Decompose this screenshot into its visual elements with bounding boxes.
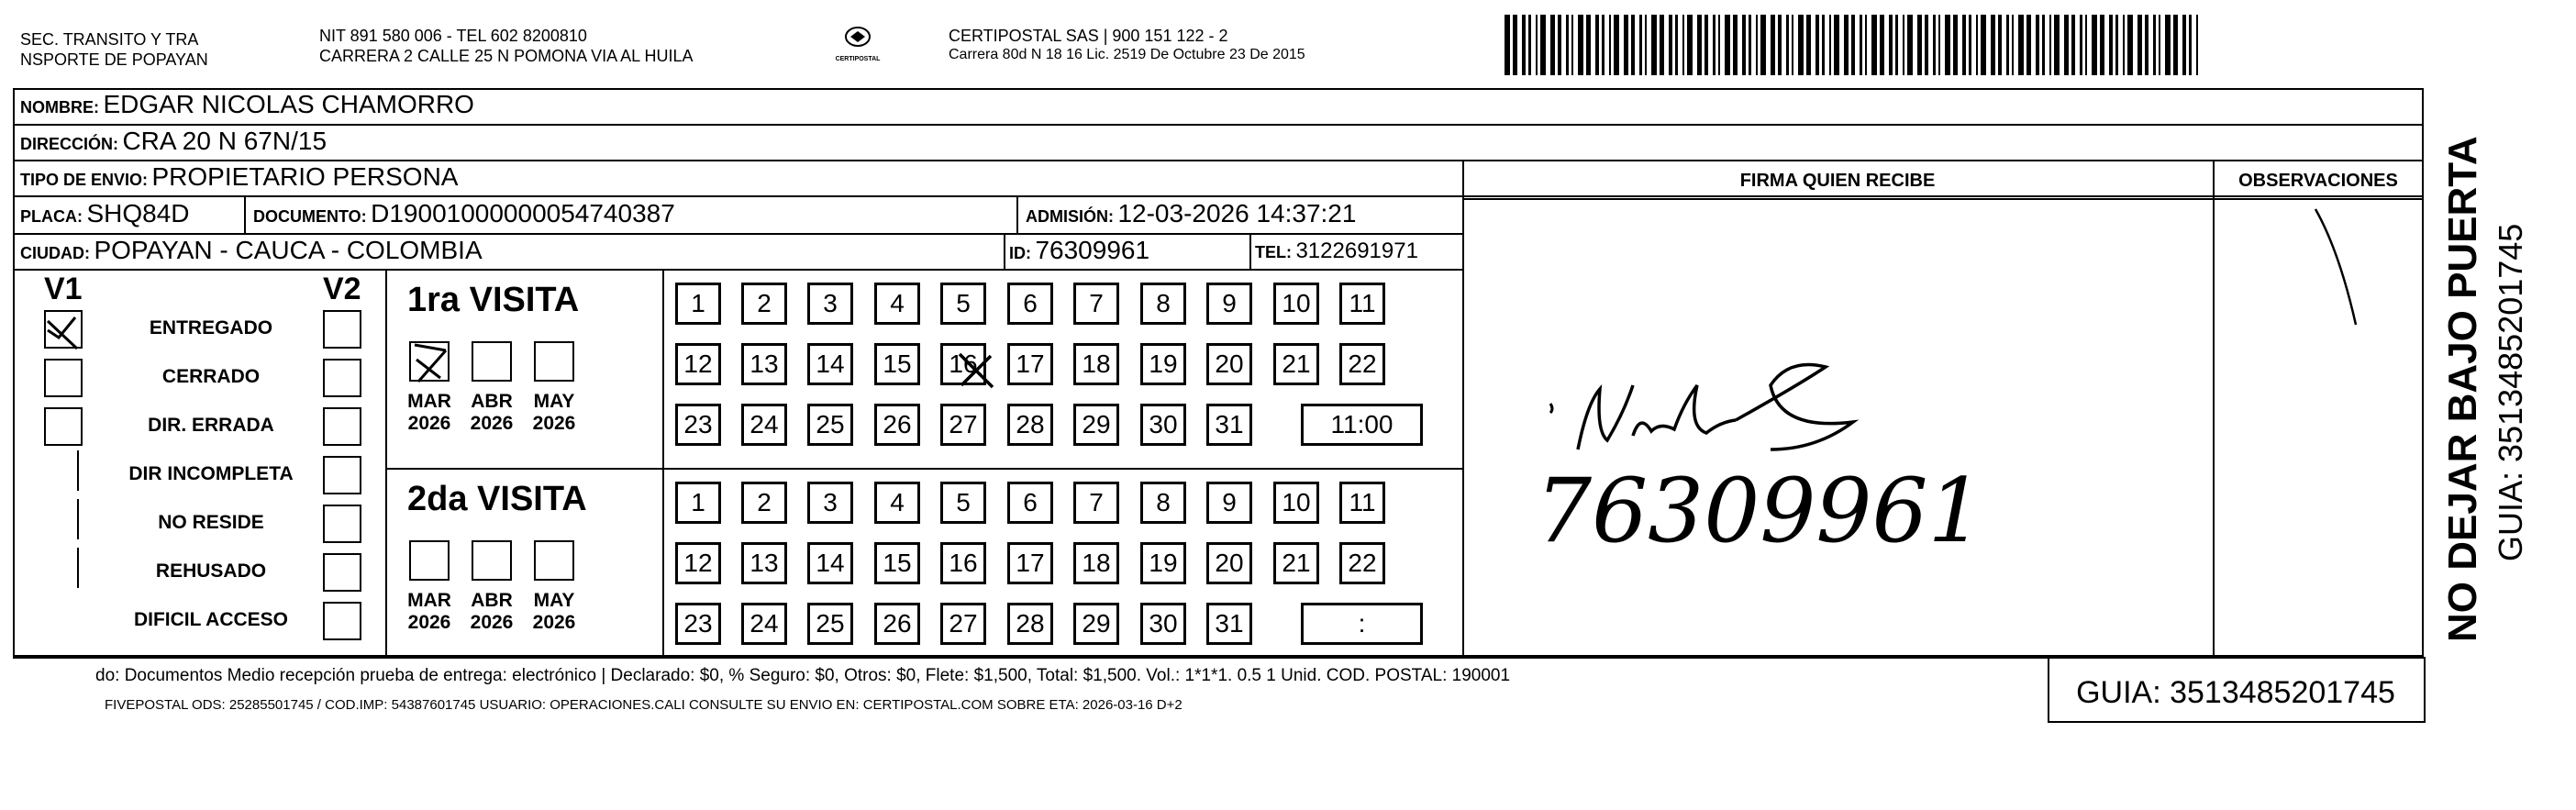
signature-scrawl bbox=[1523, 349, 2000, 560]
barcode-bar bbox=[1742, 15, 1746, 75]
day-box[interactable]: 25 bbox=[807, 404, 853, 446]
barcode-bar bbox=[2196, 15, 2198, 75]
barcode-bar bbox=[1697, 15, 1702, 75]
barcode-bar bbox=[1851, 15, 1855, 75]
day-box[interactable]: 17 bbox=[1007, 542, 1053, 584]
day-box[interactable]: 8 bbox=[1140, 283, 1186, 325]
status-checkbox-v1[interactable] bbox=[44, 407, 83, 446]
barcode-bar bbox=[2165, 15, 2171, 75]
barcode-bar bbox=[1713, 15, 1715, 75]
day-box[interactable]: 18 bbox=[1073, 343, 1119, 385]
status-checkbox-v2[interactable] bbox=[323, 407, 361, 446]
barcode-bar bbox=[2189, 15, 2192, 75]
barcode-bar bbox=[1550, 15, 1555, 75]
day-box[interactable]: 14 bbox=[807, 542, 853, 584]
documento-value: D19001000000054740387 bbox=[371, 199, 675, 227]
visit-title: 2da VISITA bbox=[407, 480, 587, 518]
nombre-row: NOMBRE: EDGAR NICOLAS CHAMORRO bbox=[20, 90, 474, 118]
side-guia: GUIA: 3513485201745 bbox=[2492, 223, 2529, 561]
barcode-bar bbox=[2026, 15, 2031, 75]
day-box[interactable]: 19 bbox=[1140, 343, 1186, 385]
barcode-bar bbox=[2137, 15, 2142, 75]
svg-text:CERTIPOSTAL: CERTIPOSTAL bbox=[835, 56, 881, 62]
v1-header: V1 bbox=[44, 272, 83, 306]
tipo-envio-row: TIPO DE ENVIO: PROPIETARIO PERSONA bbox=[20, 162, 459, 191]
day-box[interactable]: 11 bbox=[1339, 482, 1385, 524]
barcode-bar bbox=[2115, 15, 2118, 75]
barcode-bar bbox=[1815, 15, 1819, 75]
barcode-bar bbox=[1595, 15, 1599, 75]
month-label: MAY 2026 bbox=[532, 391, 576, 434]
tipo-envio-value: PROPIETARIO PERSONA bbox=[151, 162, 459, 191]
day-box[interactable]: 12 bbox=[675, 542, 721, 584]
barcode-bar bbox=[2145, 15, 2149, 75]
barcode-bar bbox=[1602, 15, 1604, 75]
day-box[interactable]: 30 bbox=[1140, 404, 1186, 446]
day-box[interactable]: 22 bbox=[1339, 542, 1385, 584]
barcode-bar bbox=[1933, 15, 1936, 75]
barcode-bar bbox=[1558, 15, 1561, 75]
day-box[interactable]: 6 bbox=[1007, 482, 1053, 524]
barcode-bar bbox=[2100, 15, 2104, 75]
day-box[interactable]: 19 bbox=[1140, 542, 1186, 584]
day-box[interactable]: 3 bbox=[807, 482, 853, 524]
courier-info: CERTIPOSTAL SAS | 900 151 122 - 2 Carrera 80d N 18 16 Lic. 2519 De Octubre 23 De 2015 bbox=[949, 27, 1305, 62]
barcode-bar bbox=[1903, 15, 1904, 75]
month-checkbox[interactable] bbox=[534, 540, 574, 581]
day-box[interactable]: 23 bbox=[675, 603, 721, 645]
month-checkbox[interactable] bbox=[472, 341, 512, 382]
month-mark bbox=[409, 341, 453, 385]
footer-guia: GUIA: 3513485201745 bbox=[2076, 675, 2395, 710]
day-box[interactable]: 31 bbox=[1206, 603, 1252, 645]
barcode-bar bbox=[1962, 15, 1966, 75]
barcode-bar bbox=[1614, 15, 1619, 75]
status-label: REHUSADO bbox=[155, 560, 267, 582]
placa-value: SHQ84D bbox=[86, 199, 190, 227]
barcode-bar bbox=[1536, 15, 1538, 75]
status-label: DIR. ERRADA bbox=[148, 415, 274, 436]
barcode-bar bbox=[2054, 15, 2060, 75]
barcode-bar bbox=[1631, 15, 1635, 75]
day-box[interactable]: 10 bbox=[1273, 482, 1319, 524]
barcode-bar bbox=[1540, 15, 1546, 75]
day-box[interactable]: 2 bbox=[741, 283, 787, 325]
direccion-row: DIRECCIÓN: CRA 20 N 67N/15 bbox=[20, 127, 328, 155]
day-box[interactable]: 28 bbox=[1007, 603, 1053, 645]
day-box[interactable]: 29 bbox=[1073, 404, 1119, 446]
barcode-bar bbox=[1829, 15, 1831, 75]
day-box[interactable]: 21 bbox=[1273, 343, 1319, 385]
barcode-bar bbox=[1806, 15, 1811, 75]
status-checkbox-v2[interactable] bbox=[323, 310, 361, 349]
barcode-bar bbox=[1895, 15, 1898, 75]
barcode-bar bbox=[1945, 15, 1950, 75]
barcode-bar bbox=[1925, 15, 1928, 75]
day-box[interactable]: 22 bbox=[1339, 343, 1385, 385]
day-box[interactable]: 25 bbox=[807, 603, 853, 645]
day-box[interactable]: 24 bbox=[741, 404, 787, 446]
barcode-bar bbox=[1624, 15, 1628, 75]
barcode-bar bbox=[1917, 15, 1922, 75]
barcode-bar bbox=[1733, 15, 1738, 75]
barcode-bar bbox=[2036, 15, 2039, 75]
day-box[interactable]: 5 bbox=[940, 482, 986, 524]
barcode-bar bbox=[1749, 15, 1751, 75]
day-box[interactable]: 23 bbox=[675, 404, 721, 446]
no-dejar-bajo-puerta: NO DEJAR BAJO PUERTA bbox=[2440, 136, 2485, 642]
admision-value: 12-03-2026 14:37:21 bbox=[1117, 199, 1357, 227]
status-label: CERRADO bbox=[161, 366, 261, 387]
month-checkbox[interactable] bbox=[472, 540, 512, 581]
day-box[interactable]: 16 bbox=[940, 343, 986, 385]
barcode-bar bbox=[1704, 15, 1708, 75]
barcode-bar bbox=[1969, 15, 1971, 75]
day-box[interactable]: 4 bbox=[874, 482, 920, 524]
day-box[interactable]: 10 bbox=[1273, 283, 1319, 325]
status-bracket bbox=[62, 548, 79, 588]
direccion-value: CRA 20 N 67N/15 bbox=[122, 127, 328, 155]
day-box[interactable]: 31 bbox=[1206, 404, 1252, 446]
signature-area bbox=[1523, 349, 2000, 560]
tel-field: TEL: 3122691971 bbox=[1255, 239, 1418, 263]
footer-details: do: Documentos Medio recepción prueba de entrega: electrónico | Declarado: $0, % Seguro: $0, Otros: $0, Flete: $1,500, Total: $1,500. Vol.: 1*1*1. 0.5 1 Unid. COD. POSTAL: 190001 bbox=[95, 666, 1511, 685]
status-checkbox-v2[interactable] bbox=[323, 456, 361, 494]
barcode-bar bbox=[1718, 15, 1720, 75]
day-box[interactable]: 26 bbox=[874, 603, 920, 645]
barcode-bar bbox=[1798, 15, 1804, 75]
barcode-bar bbox=[1528, 15, 1531, 75]
day-box[interactable]: 6 bbox=[1007, 283, 1053, 325]
day-box[interactable]: 5 bbox=[940, 283, 986, 325]
time-box[interactable]: : bbox=[1301, 603, 1423, 645]
barcode-bar bbox=[1609, 15, 1611, 75]
barcode-bar bbox=[1880, 15, 1884, 75]
barcode-bar bbox=[1786, 15, 1789, 75]
barcode-bar bbox=[1682, 15, 1684, 75]
barcode-bar bbox=[2049, 15, 2051, 75]
day-box[interactable]: 17 bbox=[1007, 343, 1053, 385]
day-mark bbox=[954, 349, 998, 393]
barcode-bar bbox=[1981, 15, 1986, 75]
status-label: DIR INCOMPLETA bbox=[128, 463, 294, 484]
status-label: DIFICIL ACCESO bbox=[133, 609, 288, 630]
certipostal-logo bbox=[835, 24, 881, 66]
barcode-bar bbox=[1651, 15, 1657, 75]
barcode-bar bbox=[1756, 15, 1758, 75]
barcode-bar bbox=[2092, 15, 2097, 75]
day-box[interactable]: 27 bbox=[940, 404, 986, 446]
placa-field: PLACA: SHQ84D bbox=[20, 199, 190, 227]
barcode-bar bbox=[1834, 15, 1839, 75]
barcode-bar bbox=[1760, 15, 1766, 75]
barcode-bar bbox=[1771, 15, 1775, 75]
day-box[interactable]: 1 bbox=[675, 283, 721, 325]
v2-header: V2 bbox=[323, 272, 361, 306]
barcode-bar bbox=[1725, 15, 1730, 75]
day-box[interactable]: 7 bbox=[1073, 482, 1119, 524]
footer-meta: FIVEPOSTAL ODS: 25285501745 / COD.IMP: 54387601745 USUARIO: OPERACIONES.CALI CONSULTE SU ENVIO EN: CERTIPOSTAL.COM SOBRE ETA: 2026-03-16 D+2 bbox=[105, 697, 1183, 713]
month-label: MAR 2026 bbox=[407, 391, 451, 434]
barcode-bar bbox=[2042, 15, 2045, 75]
barcode-bar bbox=[2182, 15, 2186, 75]
day-box[interactable]: 11 bbox=[1339, 283, 1385, 325]
day-box[interactable]: 15 bbox=[874, 542, 920, 584]
day-box[interactable]: 28 bbox=[1007, 404, 1053, 446]
day-box[interactable]: 3 bbox=[807, 283, 853, 325]
day-box[interactable]: 29 bbox=[1073, 603, 1119, 645]
barcode-bar bbox=[1865, 15, 1867, 75]
status-checkbox-v2[interactable] bbox=[323, 359, 361, 397]
tel-value: 3122691971 bbox=[1295, 239, 1418, 263]
month-checkbox[interactable] bbox=[534, 341, 574, 382]
day-box[interactable]: 14 bbox=[807, 343, 853, 385]
month-label: MAR 2026 bbox=[407, 590, 451, 633]
day-box[interactable]: 4 bbox=[874, 283, 920, 325]
ciudad-value: POPAYAN - CAUCA - COLOMBIA bbox=[94, 236, 483, 264]
nombre-value: EDGAR NICOLAS CHAMORRO bbox=[103, 90, 474, 118]
barcode bbox=[1505, 15, 2202, 79]
barcode-bar bbox=[1778, 15, 1782, 75]
day-box[interactable]: 18 bbox=[1073, 542, 1119, 584]
barcode-bar bbox=[1660, 15, 1664, 75]
day-box[interactable]: 9 bbox=[1206, 482, 1252, 524]
visit-title: 1ra VISITA bbox=[407, 281, 580, 319]
day-box[interactable]: 26 bbox=[874, 404, 920, 446]
month-label: ABR 2026 bbox=[470, 590, 514, 633]
day-box[interactable]: 15 bbox=[874, 343, 920, 385]
month-checkbox[interactable] bbox=[409, 540, 450, 581]
day-box[interactable]: 27 bbox=[940, 603, 986, 645]
barcode-bar bbox=[1844, 15, 1849, 75]
barcode-bar bbox=[2109, 15, 2113, 75]
day-box[interactable]: 30 bbox=[1140, 603, 1186, 645]
barcode-bar bbox=[1792, 15, 1793, 75]
barcode-bar bbox=[1645, 15, 1647, 75]
day-box[interactable]: 12 bbox=[675, 343, 721, 385]
status-checkbox-v2[interactable] bbox=[323, 602, 361, 640]
day-box[interactable]: 1 bbox=[675, 482, 721, 524]
barcode-bar bbox=[2012, 15, 2014, 75]
barcode-bar bbox=[1522, 15, 1526, 75]
barcode-bar bbox=[1571, 15, 1573, 75]
day-box[interactable]: 2 bbox=[741, 482, 787, 524]
status-bracket bbox=[62, 450, 79, 491]
day-box[interactable]: 9 bbox=[1206, 283, 1252, 325]
firma-header: FIRMA QUIEN RECIBE bbox=[1739, 171, 1936, 191]
month-label: ABR 2026 bbox=[470, 391, 514, 434]
status-label: ENTREGADO bbox=[149, 317, 273, 338]
barcode-bar bbox=[1998, 15, 2002, 75]
status-checkbox-v1[interactable] bbox=[44, 359, 83, 397]
day-box[interactable]: 24 bbox=[741, 603, 787, 645]
barcode-bar bbox=[1822, 15, 1825, 75]
entregado-check-mark bbox=[40, 310, 86, 356]
day-box[interactable]: 20 bbox=[1206, 343, 1252, 385]
barcode-bar bbox=[2071, 15, 2075, 75]
observaciones-stroke bbox=[2312, 205, 2367, 334]
barcode-bar bbox=[2173, 15, 2178, 75]
barcode-bar bbox=[2018, 15, 2024, 75]
status-checkbox-v2[interactable] bbox=[323, 505, 361, 543]
barcode-bar bbox=[2064, 15, 2069, 75]
day-box[interactable]: 13 bbox=[741, 542, 787, 584]
barcode-bar bbox=[2123, 15, 2125, 75]
status-label: NO RESIDE bbox=[158, 512, 264, 533]
barcode-bar bbox=[1976, 15, 1978, 75]
id-field: ID: 76309961 bbox=[1009, 236, 1150, 264]
barcode-bar bbox=[1669, 15, 1672, 75]
barcode-bar bbox=[1578, 15, 1583, 75]
day-box[interactable]: 21 bbox=[1273, 542, 1319, 584]
barcode-bar bbox=[2085, 15, 2087, 75]
observaciones-header: OBSERVACIONES bbox=[2238, 171, 2398, 191]
barcode-bar bbox=[1889, 15, 1893, 75]
barcode-bar bbox=[1505, 15, 1510, 75]
barcode-bar bbox=[1938, 15, 1940, 75]
barcode-bar bbox=[1586, 15, 1591, 75]
barcode-bar bbox=[1513, 15, 1517, 75]
barcode-bar bbox=[1675, 15, 1678, 75]
status-checkbox-v2[interactable] bbox=[323, 553, 361, 592]
status-bracket bbox=[62, 499, 79, 539]
issuer-contact: NIT 891 580 006 - TEL 602 8200810 CARRERA 2 CALLE 25 N POMONA VIA AL HUILA bbox=[319, 27, 694, 65]
barcode-bar bbox=[2080, 15, 2082, 75]
time-box[interactable]: 11:00 bbox=[1301, 404, 1423, 446]
day-box[interactable]: 13 bbox=[741, 343, 787, 385]
barcode-bar bbox=[2127, 15, 2133, 75]
barcode-bar bbox=[1566, 15, 1569, 75]
barcode-bar bbox=[1953, 15, 1958, 75]
admision-field: ADMISIÓN: 12-03-2026 14:37:21 bbox=[1026, 199, 1357, 227]
id-value: 76309961 bbox=[1035, 236, 1150, 264]
day-box[interactable]: 7 bbox=[1073, 283, 1119, 325]
barcode-bar bbox=[2159, 15, 2160, 75]
issuer-name: SEC. TRANSITO Y TRA NSPORTE DE POPAYAN bbox=[20, 30, 208, 69]
barcode-bar bbox=[1639, 15, 1642, 75]
day-box[interactable]: 8 bbox=[1140, 482, 1186, 524]
barcode-bar bbox=[1991, 15, 1995, 75]
day-box[interactable]: 16 bbox=[940, 542, 986, 584]
month-label: MAY 2026 bbox=[532, 590, 576, 633]
barcode-bar bbox=[1687, 15, 1693, 75]
day-box[interactable]: 20 bbox=[1206, 542, 1252, 584]
barcode-bar bbox=[1907, 15, 1913, 75]
barcode-bar bbox=[2006, 15, 2009, 75]
barcode-bar bbox=[2153, 15, 2156, 75]
ciudad-field: CIUDAD: POPAYAN - CAUCA - COLOMBIA bbox=[20, 236, 483, 264]
svg-text:76309961: 76309961 bbox=[1536, 460, 1984, 560]
documento-field: DOCUMENTO: D19001000000054740387 bbox=[253, 199, 675, 227]
barcode-bar bbox=[1871, 15, 1877, 75]
barcode-bar bbox=[1860, 15, 1862, 75]
